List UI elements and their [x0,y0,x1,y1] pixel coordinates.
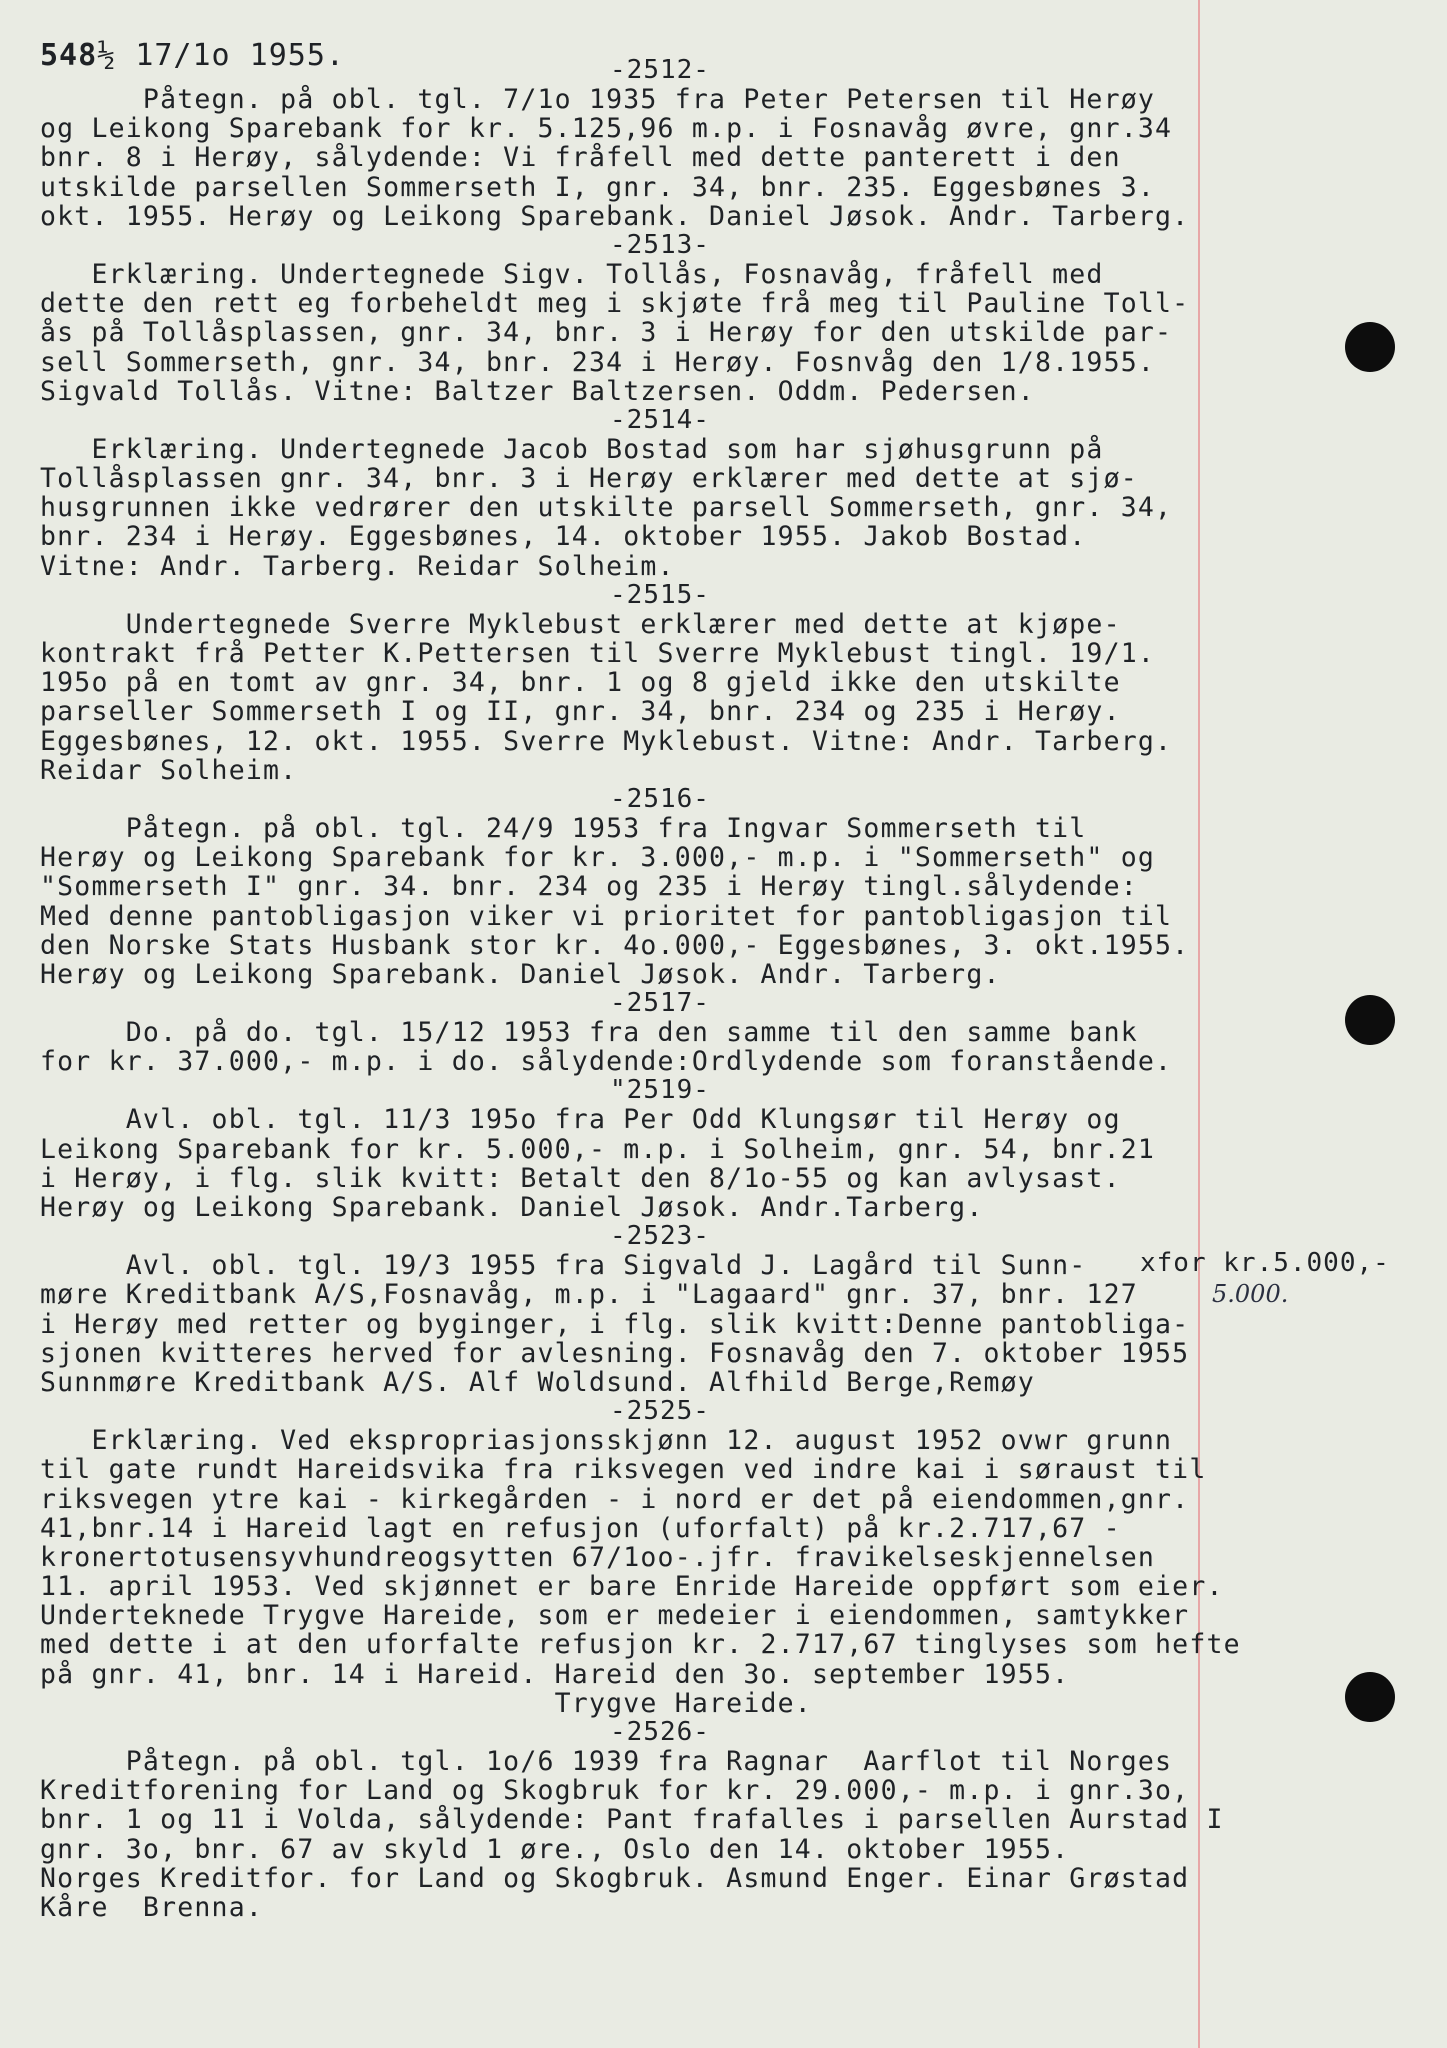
entry [40,231,1200,406]
entry [40,56,1200,231]
entry-line: dette den rett eg forbeheldt meg i skjøte frå meg til Pauline Toll- [40,288,1190,320]
entry-line: utskilde parsellen Sommerseth I, gnr. 34, bnr. 235. Eggesbønes 3. [40,171,1156,203]
entry-number: -2526- [610,1717,710,1747]
entry-line: Underteknede Trygve Hareide, som er medeier i eiendommen, samtykker [40,1600,1190,1632]
entry-line: Undertegnede Sverre Myklebust erklærer med dette at kjøpe- [40,608,1121,640]
entry [40,406,1200,581]
entry-line: okt. 1955. Herøy og Leikong Sparebank. Daniel Jøsok. Andr. Tarberg. [40,200,1190,232]
entry [40,785,1200,989]
entry [40,1717,1224,1923]
entry-line: Trygve Hareide. [40,1687,812,1719]
entry-line: Kreditforening for Land og Skogbruk for kr. 29.000,- m.p. i gnr.3o, [40,1775,1190,1807]
entry-line: Påtegn. på obl. tgl. 7/1o 1935 fra Peter Petersen til Herøy [40,84,1156,115]
margin-note-handwritten: 5.000. [1212,1280,1289,1308]
entry-number: -2515- [610,579,710,610]
entry-line: Leikong Sparebank for kr. 5.000,- m.p. i Solheim, gnr. 54, bnr.21 [40,1133,1156,1165]
entry-line: Erklæring. Undertegnede Jacob Bostad som har sjøhusgrunn på [40,433,1104,465]
entry-line: Påtegn. på obl. tgl. 1o/6 1939 fra Ragnar Aarflot til Norges [40,1746,1173,1777]
entry-line: bnr. 8 i Herøy, sålydende: Vi fråfell med dette panterett i den [40,142,1121,174]
entry-line: til gate rundt Hareidsvika fra riksvegen ved indre kai i søraust til [40,1454,1207,1486]
entry-number: -2514- [610,404,710,435]
entry-line: 195o på en tomt av gnr. 34, bnr. 1 og 8 gjeld ikke den utskilte [40,667,1121,699]
entry-line: husgrunnen ikke vedrører den utskilte parsell Sommerseth, gnr. 34, [40,492,1173,524]
punch-hole [1345,995,1395,1045]
entry-line: med dette i at den uforfalte refusjon kr. 2.717,67 tinglyses som hefte [40,1629,1241,1661]
entry-line: og Leikong Sparebank for kr. 5.125,96 m.p. i Fosnavåg øvre, gnr.34 [40,113,1173,145]
entry-line: ås på Tollåsplassen, gnr. 34, bnr. 3 i Herøy for den utskilde par- [40,317,1173,349]
entry [40,1076,1200,1222]
punch-hole [1345,322,1395,372]
entry-line: "Sommerseth I" gnr. 34. bnr. 234 og 235 i Herøy tingl.sålydende: [40,871,1138,903]
entry [40,1222,1200,1397]
entry-number: -2525- [610,1396,710,1427]
entry-number: -2523- [610,1221,710,1252]
entry-line: sell Sommerseth, gnr. 34, bnr. 234 i Herøy. Fosnvåg den 1/8.1955. [40,346,1156,378]
entry-line: i Herøy, i flg. slik kvitt: Betalt den 8/1o-55 og kan avlysast. [40,1162,1121,1194]
entry-line: Med denne pantobligasjon viker vi prioritet for pantobligasjon til [40,900,1173,932]
entry-line: Påtegn. på obl. tgl. 24/9 1953 fra Ingvar Sommerseth til [40,812,1087,844]
entry-line: 11. april 1953. Ved skjønnet er bare Enride Hareide oppført som eier. [40,1571,1224,1603]
entry-number: -2512- [610,55,710,85]
entry [40,1396,1241,1719]
entry-number: -2513- [610,229,710,260]
entry-line: Avl. obl. tgl. 11/3 195o fra Per Odd Klungsør til Herøy og [40,1104,1121,1136]
entry-line: sjonen kvitteres herved for avlesning. Fosnavåg den 7. oktober 1955 [40,1337,1190,1369]
entry-line: kontrakt frå Petter K.Pettersen til Sverre Myklebust tingl. 19/1. [40,638,1156,669]
entry-line: Herøy og Leikong Sparebank. Daniel Jøsok. Andr.Tarberg. [40,1192,984,1223]
entry-line: Norges Kreditfor. for Land og Skogbruk. Asmund Enger. Einar Grøstad [40,1862,1190,1894]
punch-hole [1345,1672,1395,1722]
entry-line: i Herøy med retter og byginger, i flg. slik kvitt:Denne pantobliga- [40,1308,1190,1340]
entry-number: -2516- [610,783,710,814]
entry-line: kronertotusensyvhundreogsytten 67/1oo-.jfr. fravikelseskjennelsen [40,1541,1156,1573]
entry-line: riksvegen ytre kai - kirkegården - i nord er det på eiendommen,gnr. [40,1483,1190,1515]
entry-line: 41,bnr.14 i Hareid lagt en refusjon (uforfalt) på kr.2.717,67 - [40,1512,1121,1544]
entry-line: Sigvald Tollås. Vitne: Baltzer Baltzersen. Oddm. Pedersen. [40,375,1035,407]
entry-line: den Norske Stats Husbank stor kr. 4o.000,- Eggesbønes, 3. okt.1955. [40,929,1190,961]
entry [40,581,1200,785]
entry-line: Tollåsplassen gnr. 34, bnr. 3 i Herøy erklærer med dette at sjø- [40,463,1138,495]
entry-line: Reidar Solheim. [40,754,298,786]
entry-line: Erklæring. Ved ekspropriasjonsskjønn 12. august 1952 ovwr grunn [40,1425,1173,1457]
entry-line: for kr. 37.000,- m.p. i do. sålydende:Ordlydende som foranstående. [40,1046,1173,1078]
entry-line: Vitne: Andr. Tarberg. Reidar Solheim. [40,550,675,582]
entry-line: Kåre Brenna. [40,1891,264,1923]
page-number: 548 [40,38,98,73]
entry-number: -2517- [610,988,710,1019]
entry-line: Sunnmøre Kreditbank A/S. Alf Woldsund. Alfhild Berge,Remøy [40,1366,1035,1398]
half-mark: ½ [97,38,117,73]
margin-note: xfor kr.5.000,- [1140,1248,1390,1278]
entry-line: bnr. 1 og 11 i Volda, sålydende: Pant frafalles i parsellen Aurstad I [40,1804,1224,1836]
entry [40,989,1200,1076]
entry-number: "2519- [610,1075,710,1106]
entry-line: Herøy og Leikong Sparebank for kr. 3.000,- m.p. i "Sommerseth" og [40,842,1156,874]
entry-line: Do. på do. tgl. 15/12 1953 fra den samme til den samme bank [40,1017,1138,1049]
entry-line: Herøy og Leikong Sparebank. Daniel Jøsok. Andr. Tarberg. [40,958,1001,990]
entry-line: møre Kreditbank A/S,Fosnavåg, m.p. i "Lagaard" gnr. 37, bnr. 127 [40,1279,1138,1311]
entry-line: gnr. 3o, bnr. 67 av skyld 1 øre., Oslo den 14. oktober 1955. [40,1833,1070,1865]
entry-line: Eggesbønes, 12. okt. 1955. Sverre Myklebust. Vitne: Andr. Tarberg. [40,725,1173,757]
entry-line: bnr. 234 i Herøy. Eggesbønes, 14. oktober 1955. Jakob Bostad. [40,521,1087,553]
entry-line: Avl. obl. tgl. 19/3 1955 fra Sigvald J. Lagård til Sunn- [40,1250,1087,1282]
entry-line: på gnr. 41, bnr. 14 i Hareid. Hareid den 3o. september 1955. [40,1658,1070,1690]
entry-line: parseller Sommerseth I og II, gnr. 34, bnr. 234 og 235 i Herøy. [40,696,1121,728]
entry-line: Erklæring. Undertegnede Sigv. Tollås, Fosnavåg, fråfell med [40,258,1104,290]
header-date: 17/1o 1955. [135,38,345,73]
